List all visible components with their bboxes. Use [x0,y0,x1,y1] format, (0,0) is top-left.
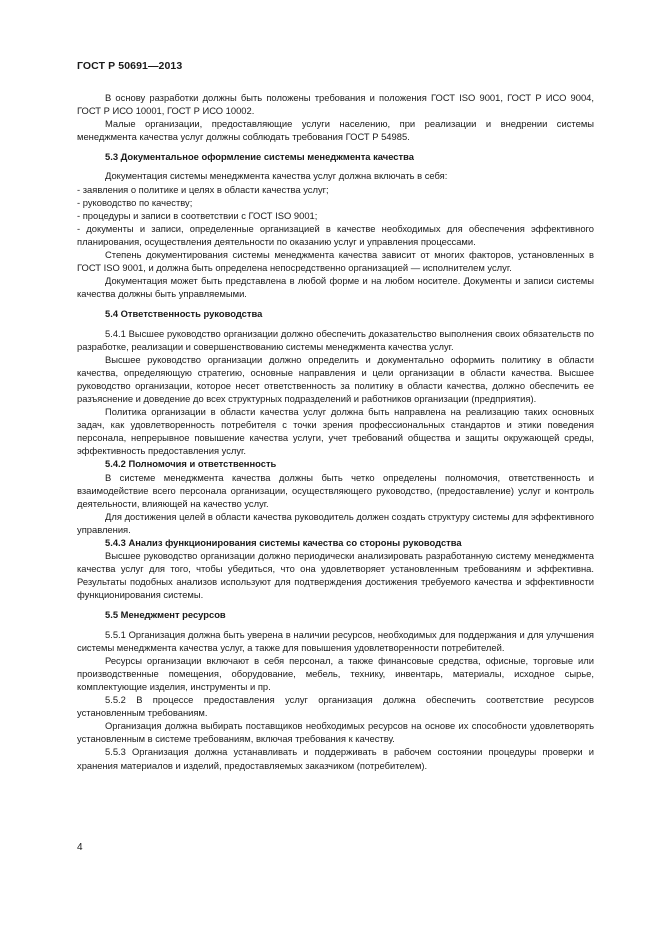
paragraph: 5.4.1 Высшее руководство организации должно обеспечить доказательство выполнения своих обязательств по разработке, реализации и совершенствованию системы менеджмента качества услуг. [77,327,594,352]
paragraph: 5.5.1 Организация должна быть уверена в наличии ресурсов, необходимых для поддержания и для улучшения системы менеджмента качества услуг, а также для повышения удовлетворенности потребителей. [77,628,594,653]
paragraph: В основу разработки должны быть положены требования и положения ГОСТ ISO 9001, ГОСТ Р ИСО 9004, ГОСТ Р ИСО 10001, ГОСТ Р ИСО 10002. [77,92,594,117]
page-number: 4 [77,842,83,853]
section-heading-5-3: 5.3 Документальное оформление системы менеджмента качества [105,151,414,163]
document-body [77,91,594,772]
paragraph: 5.5.3 Организация должна устанавливать и поддерживать в рабочем состоянии процедуры проверки и хранения материалов и изделий, предоставляемых заказчиком (потребителем). [77,746,594,771]
document-code-header: ГОСТ Р 50691—2013 [77,60,183,72]
paragraph: Документация может быть представлена в любой форме и на любом носителе. Документы и записи системы качества должны быть управляемыми. [77,275,594,300]
paragraph: Высшее руководство организации должно периодически анализировать разработанную систему менеджмента качества услуг для того, чтобы убедиться, что она удовлетворяет установленным требованиям и эффективна. Результаты подобных анализов используют для подтверждения достижения требуемого качества и эффективности функционирования системы. [77,550,594,601]
paragraph: Организация должна выбирать поставщиков необходимых ресурсов на основе их способности удовлетворять установленным в системе требованиям, включая требования к качеству. [77,720,594,745]
paragraph: Ресурсы организации включают в себя персонал, а также финансовые средства, офисные, торговые или производственные помещения, оборудование, мебель, технику, инвентарь, материалы, исходное сырье, комплектующие изделия, инструменты и пр. [77,654,594,692]
list-item: - процедуры и записи в соответствии с ГОСТ ISO 9001; [77,209,318,221]
paragraph: Политика организации в области качества услуг должна быть направлена на реализацию таких основных задач, как удовлетворенность потребителя с точки зрения профессиональных стандартов и этики поведения персонала, непрерывное повышение качества услуги, учет требований общества и защиты окружающей среды, эффективность предоставления услуг. [77,406,594,457]
paragraph: 5.5.2 В процессе предоставления услуг организация должна обеспечить соответствие ресурсов установленным требованиям. [77,694,594,719]
paragraph: Степень документирования системы менеджмента качества зависит от многих факторов, установленных в ГОСТ ISO 9001, и должна быть определена непосредственно организацией — исполнителем услуг. [77,249,594,274]
subsection-heading-5-4-2: 5.4.2 Полномочия и ответственность [105,458,277,470]
paragraph: Документация системы менеджмента качества услуг должна включать в себя: [105,170,448,182]
paragraph: В системе менеджмента качества должны быть четко определены полномочия, ответственность и взаимодействие всего персонала организации, осуществляющего руководство, (предоставление) услуг и контроль деятельности, влияющей на качество услуг. [77,471,594,509]
paragraph: Малые организации, предоставляющие услуги населению, при реализации и внедрении системы менеджмента качества услуг должны соблюдать требования ГОСТ Р 54985. [77,118,594,143]
section-heading-5-5: 5.5 Менеджмент ресурсов [105,609,226,621]
subsection-heading-5-4-3: 5.4.3 Анализ функционирования системы качества со стороны руководства [105,537,462,548]
list-item: - руководство по качеству; [77,196,193,208]
list-item: - документы и записи, определенные организацией в качестве необходимых для обеспечения эффективного планирования, осуществления деятельности по оказанию услуг и управления процессами. [77,222,594,247]
paragraph: Высшее руководство организации должно определить и документально оформить политику в области качества, определяющую стратегию, основные направления и цели организации в области качества. Высшее руководство организации, которое несет ответственность за политику в области качества, должно обеспечить ее разъяснение и доведение до всех структурных подразделений и работников организации (предприятия). [77,353,594,404]
list-item: - заявления о политике и целях в области качества услуг; [77,183,329,195]
section-heading-5-4: 5.4 Ответственность руководства [105,308,263,320]
paragraph: Для достижения целей в области качества руководитель должен создать структуру системы для эффективного управления. [77,510,594,535]
